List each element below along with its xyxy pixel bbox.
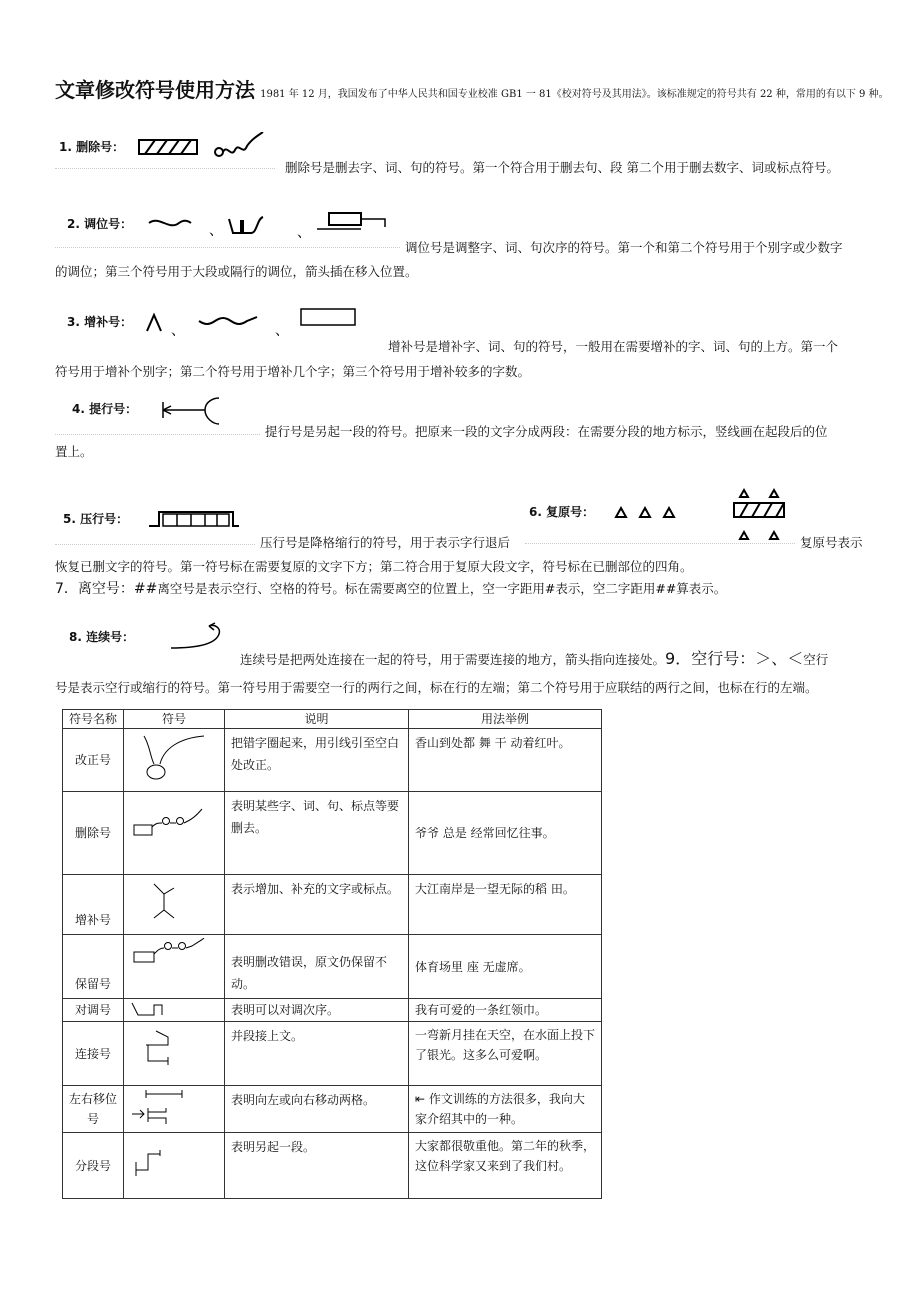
symbol-name: 连接号 [63,1022,124,1086]
table-row [63,729,602,792]
section-4-figure [55,392,260,435]
section-1-text: 删除号是删去字、词、句的符号。第一个符合用于删去句、段 第二个用于删去数字、词或标点符号。 [285,160,839,175]
header-line [55,74,889,103]
swap-symbol-icon [130,1001,190,1017]
section-4-text-cont: 置上。 [55,444,93,459]
connect-symbol-icon [167,620,227,654]
section-3-text: 增补号是增补字、词、句的符号，一般用在需要增补的字、词、句的上方。第一个 [388,339,839,354]
section-label: 7．离空号：## [55,581,158,597]
section-2-text-cont: 的调位；第三个符号用于大段或隔行的调位，箭头插在移入位置。 [55,264,418,279]
insert-symbol-icon [145,307,360,337]
section-6-text: 复原号表示 [800,535,863,550]
symbol-description: 表明另起一段。 [225,1133,409,1199]
section-label: 2. 调位号： [67,217,133,231]
section-5-text: 压行号是降格缩行的符号，用于表示字行退后 [260,535,511,550]
section-label: 3. 增补号： [67,315,133,329]
symbol-description: 表明删改错误，原文仍保留不动。 [225,935,409,999]
table-row [63,792,602,875]
delete-symbol-icon [130,795,210,845]
table-row [63,875,602,935]
symbol-description: 把错字圈起来，用引线引至空白处改正。 [225,729,409,792]
section-1-figure [55,128,275,169]
symbol-cell [124,1086,225,1133]
section-8-text [240,649,828,670]
table-row [63,935,602,999]
symbol-description: 表明可以对调次序。 [225,999,409,1022]
insert-symbol-icon [130,878,210,928]
symbol-example: 大江南岸是一望无际的稻 田。 [409,875,602,935]
section-7-text: 离空号是表示空行、空格的符号。标在需要离空的位置上，空一字距用#表示，空二字距用##算表示。 [157,581,727,596]
svg-text:、: 、 [297,225,311,239]
svg-text:、: 、 [275,323,289,337]
move-symbol-icon [130,1088,190,1126]
col-header: 符号 [124,710,225,729]
section-9-text: 空行 [803,652,829,667]
section-label: 8. 连续号： [69,630,135,644]
table-row [63,1086,602,1133]
table-row [63,1133,602,1199]
symbol-description: 表示增加、补充的文字或标点。 [225,875,409,935]
symbol-cell [124,875,225,935]
section-label: 1. 删除号： [59,140,125,154]
section-3-text-cont: 符号用于增补个别字；第二个符号用于增补几个字；第三个符号用于增补较多的字数。 [55,364,531,379]
symbol-description: 表明向左或向右移动两格。 [225,1086,409,1133]
symbol-name: 改正号 [63,729,124,792]
symbol-example: 香山到处都 舞 干 动着红叶。 [409,729,602,792]
section-6-text-cont: 恢复已删文字的符号。第一符号标在需要复原的文字下方；第二符合用于复原大段文字，符号标在已删部位的四角。 [55,559,693,574]
symbol-cell [124,1022,225,1086]
indent-symbol-icon [147,506,242,536]
symbol-example: 爷爷 总是 经常回忆往事。 [409,792,602,875]
section-label: 6. 复原号： [529,505,595,519]
paragraph-symbol-icon [130,1136,190,1186]
symbol-name: 分段号 [63,1133,124,1199]
section-9-text-cont: 号是表示空行或缩行的符号。第一符号用于需要空一行的两行之间，标在行的左端；第二个符号用于应联结的两行之间，也标在行的左端。 [55,680,818,695]
restore-symbol-icon [610,483,795,541]
keep-symbol-icon [130,938,210,968]
col-header: 说明 [225,710,409,729]
section-5-figure [55,500,255,545]
symbol-cell [124,1133,225,1199]
symbol-example: 一弯新月挂在天空，在水面上投下了银光。这多么可爱啊。 [409,1022,602,1086]
symbol-name: 保留号 [63,935,124,999]
table-header-row [63,710,602,729]
symbol-table [62,709,602,1199]
section-label: 4. 提行号： [72,402,138,416]
symbol-cell [124,999,225,1022]
symbol-cell [124,935,225,999]
section-2-figure [55,205,400,248]
intro-text: 1981 年 12 月，我国发布了中华人民共和国专业校准 GB1 一 81《校对符号及其用法》。该标准规定的符号共有 22 种，常用的有以下 9 种。 [260,89,889,100]
symbol-example: ⇤ 作文训练的方法很多，我向大家介绍其中的一种。 [409,1086,602,1133]
symbol-description: 表明某些字、词、句、标点等要删去。 [225,792,409,875]
section-label: 5. 压行号： [63,512,129,526]
join-symbol-icon [130,1025,190,1075]
symbol-name: 左右移位号 [63,1086,124,1133]
section-8-text-part: 连续号是把两处连接在一起的符号，用于需要连接的地方，箭头指向连接处。 [240,652,666,667]
transpose-symbol-icon [147,209,397,239]
section-7 [55,579,726,599]
new-paragraph-symbol-icon [159,396,229,428]
symbol-cell [124,792,225,875]
symbol-cell [124,729,225,792]
symbol-example: 大家都很敬重他。第二年的秋季，这位科学家又来到了我们村。 [409,1133,602,1199]
symbol-name: 删除号 [63,792,124,875]
svg-text:、: 、 [171,323,185,337]
delete-symbol-icon [137,132,267,162]
symbol-example: 我有可爱的一条红领巾。 [409,999,602,1022]
section-4-text: 提行号是另起一段的符号。把原来一段的文字分成两段：在需要分段的地方标示，竖线画在起段后的位 [265,424,828,439]
symbol-name: 增补号 [63,875,124,935]
symbol-example: 体育场里 座 无虚席。 [409,935,602,999]
section-3-figure [55,305,385,340]
page-title: 文章修改符号使用方法 [55,78,255,102]
section-9-label: 9．空行号：＞、＜ [665,649,804,668]
svg-text:、: 、 [209,223,223,239]
col-header: 符号名称 [63,710,124,729]
section-8-figure [55,618,235,658]
col-header: 用法举例 [409,710,602,729]
table-row [63,999,602,1022]
section-6-figure [525,483,795,544]
section-2-text: 调位号是调整字、词、句次序的符号。第一个和第二个符号用于个别字或少数字 [405,240,843,255]
symbol-name: 对调号 [63,999,124,1022]
symbol-description: 并段接上文。 [225,1022,409,1086]
table-row [63,1022,602,1086]
correction-symbol-icon [130,732,210,782]
